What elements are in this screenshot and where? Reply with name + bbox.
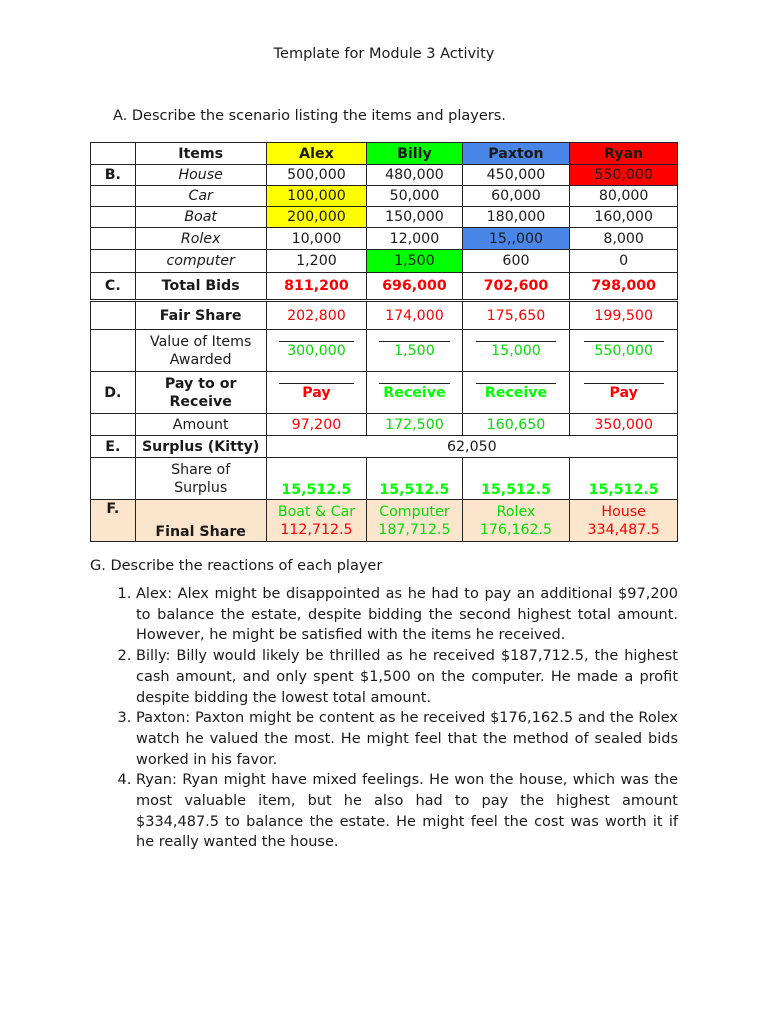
section-letter-c: C. — [91, 273, 136, 301]
reaction-ryan: 4. Ryan: Ryan might have mixed feelings. He won the house, which was the most valuable item, but he also had to pay the highest amount $334,487.5 to balance the estate. He might feel the cost was worth it if he really wanted the house. — [136, 770, 678, 853]
total-bid-value: 696,000 — [367, 273, 462, 301]
bid-cell: 12,000 — [367, 228, 462, 250]
rule-line — [476, 383, 556, 384]
amount-label: Amount — [135, 414, 266, 436]
rule-line — [379, 383, 450, 384]
label-line: Share of — [171, 461, 231, 478]
item-name: Boat — [135, 207, 266, 228]
rule-line — [279, 341, 354, 342]
value-awarded-cell — [570, 330, 678, 372]
reactions-list — [90, 584, 678, 853]
blank-cell — [91, 330, 136, 372]
bid-cell: 160,000 — [570, 207, 678, 228]
value-awarded-label — [135, 330, 266, 372]
question-g: G. Describe the reactions of each player — [90, 558, 383, 574]
final-share-label: Final Share — [135, 500, 266, 542]
final-share-items: House — [601, 503, 646, 520]
final-share-row — [91, 500, 678, 542]
final-share-amount: 334,487.5 — [587, 521, 660, 538]
share-surplus-label — [135, 458, 266, 500]
winning-bid-cell: 550,000 — [570, 165, 678, 186]
total-bid-value: 798,000 — [570, 273, 678, 301]
blank-cell — [91, 414, 136, 436]
blank-cell — [91, 458, 136, 500]
awarded-value: 300,000 — [287, 343, 346, 359]
fair-share-value: 174,000 — [367, 301, 462, 330]
bid-cell: 0 — [570, 250, 678, 273]
label-line: Surplus — [174, 479, 228, 496]
surplus-row — [91, 436, 678, 458]
blank-cell — [91, 301, 136, 330]
final-share-items: Computer — [379, 503, 450, 520]
reaction-paxton: 3. Paxton: Paxton might be content as he received $176,162.5 and the Rolex watch he valued the most. He might feel that the method of sealed bids worked in his favor. — [136, 708, 678, 770]
amount-value: 97,200 — [266, 414, 367, 436]
pay-receive-cell — [462, 372, 570, 414]
pay-receive-label — [135, 372, 266, 414]
awarded-value: 1,500 — [394, 343, 435, 359]
final-share-cell — [367, 500, 462, 542]
blank-cell — [91, 143, 136, 165]
winning-bid-cell: 200,000 — [266, 207, 367, 228]
pay-receive-row — [91, 372, 678, 414]
fair-share-value: 202,800 — [266, 301, 367, 330]
final-share-items: Rolex — [496, 503, 536, 520]
final-share-amount: 187,712.5 — [378, 521, 451, 538]
winning-bid-cell: 1,500 — [367, 250, 462, 273]
bid-cell: 500,000 — [266, 165, 367, 186]
bid-cell: 1,200 — [266, 250, 367, 273]
question-a: A. Describe the scenario listing the items and players. — [113, 108, 506, 124]
item-name: computer — [135, 250, 266, 273]
pay-receive-cell — [570, 372, 678, 414]
bid-cell: 80,000 — [570, 186, 678, 207]
page-title: Template for Module 3 Activity — [273, 46, 495, 62]
item-row-rolex — [91, 228, 678, 250]
label-line: Pay to or — [164, 375, 237, 392]
rule-line — [379, 341, 450, 342]
item-name: Car — [135, 186, 266, 207]
amount-value: 350,000 — [570, 414, 678, 436]
bid-cell: 180,000 — [462, 207, 570, 228]
reaction-billy: 2. Billy: Billy would likely be thrilled as he received $187,712.5, the highest cash amount, and only spent $1,500 on the computer. He made a profit despite bidding the lowest total amount. — [136, 646, 678, 708]
final-share-amount: 112,712.5 — [280, 521, 353, 538]
total-bids-row — [91, 273, 678, 301]
player-header-alex: Alex — [266, 143, 367, 165]
player-header-billy: Billy — [367, 143, 462, 165]
fair-share-value: 199,500 — [570, 301, 678, 330]
blank-cell — [91, 186, 136, 207]
blank-cell — [91, 250, 136, 273]
value-awarded-cell — [266, 330, 367, 372]
bid-cell: 450,000 — [462, 165, 570, 186]
surplus-value: 62,050 — [266, 436, 677, 458]
value-awarded-row — [91, 330, 678, 372]
pay-receive-cell — [367, 372, 462, 414]
final-share-cell — [570, 500, 678, 542]
amount-value: 160,650 — [462, 414, 570, 436]
share-surplus-row — [91, 458, 678, 500]
amount-row — [91, 414, 678, 436]
bid-cell: 150,000 — [367, 207, 462, 228]
blank-cell — [91, 228, 136, 250]
rule-line — [279, 383, 354, 384]
header-row — [91, 143, 678, 165]
fair-share-label: Fair Share — [135, 301, 266, 330]
pay-receive-value: Receive — [484, 385, 548, 401]
item-row-computer — [91, 250, 678, 273]
value-awarded-cell — [367, 330, 462, 372]
awarded-value: 15,000 — [491, 343, 541, 359]
pay-receive-value: Pay — [302, 385, 331, 401]
player-header-paxton: Paxton — [462, 143, 570, 165]
reaction-alex: 1. Alex: Alex might be disappointed as he had to pay an additional $97,200 to balance the estate, despite bidding the second highest total amount. However, he might be satisfied with the items he received. — [136, 584, 678, 646]
label-line: Awarded — [169, 351, 232, 368]
section-letter-f: F. — [91, 500, 136, 542]
items-header: Items — [135, 143, 266, 165]
share-surplus-value: 15,512.5 — [266, 458, 367, 500]
bid-cell: 480,000 — [367, 165, 462, 186]
section-letter-e: E. — [91, 436, 136, 458]
bid-cell: 50,000 — [367, 186, 462, 207]
label-line: Value of Items — [150, 333, 252, 350]
total-bids-label: Total Bids — [135, 273, 266, 301]
pay-receive-value: Pay — [609, 385, 638, 401]
final-share-amount: 176,162.5 — [479, 521, 553, 538]
share-surplus-value: 15,512.5 — [367, 458, 462, 500]
item-row-boat — [91, 207, 678, 228]
fair-division-table — [90, 142, 678, 542]
item-name: House — [135, 165, 266, 186]
winning-bid-cell: 100,000 — [266, 186, 367, 207]
amount-value: 172,500 — [367, 414, 462, 436]
blank-cell — [91, 207, 136, 228]
total-bid-value: 702,600 — [462, 273, 570, 301]
winning-bid-cell: 15,,000 — [462, 228, 570, 250]
label-line: Receive — [169, 393, 232, 410]
item-name: Rolex — [135, 228, 266, 250]
final-share-items: Boat & Car — [277, 503, 356, 520]
fair-share-value: 175,650 — [462, 301, 570, 330]
final-share-cell — [266, 500, 367, 542]
player-header-ryan: Ryan — [570, 143, 678, 165]
item-row-house — [91, 165, 678, 186]
total-bid-value: 811,200 — [266, 273, 367, 301]
bid-cell: 60,000 — [462, 186, 570, 207]
final-share-cell — [462, 500, 570, 542]
bid-cell: 10,000 — [266, 228, 367, 250]
surplus-label: Surplus (Kitty) — [135, 436, 266, 458]
rule-line — [584, 341, 664, 342]
bid-cell: 8,000 — [570, 228, 678, 250]
share-surplus-value: 15,512.5 — [462, 458, 570, 500]
rule-line — [584, 383, 664, 384]
awarded-value: 550,000 — [594, 343, 653, 359]
pay-receive-cell — [266, 372, 367, 414]
share-surplus-value: 15,512.5 — [570, 458, 678, 500]
section-letter-b: B. — [91, 165, 136, 186]
rule-line — [476, 341, 556, 342]
value-awarded-cell — [462, 330, 570, 372]
pay-receive-value: Receive — [383, 385, 446, 401]
item-row-car — [91, 186, 678, 207]
fair-share-row — [91, 301, 678, 330]
section-letter-d: D. — [91, 372, 136, 414]
bid-cell: 600 — [462, 250, 570, 273]
